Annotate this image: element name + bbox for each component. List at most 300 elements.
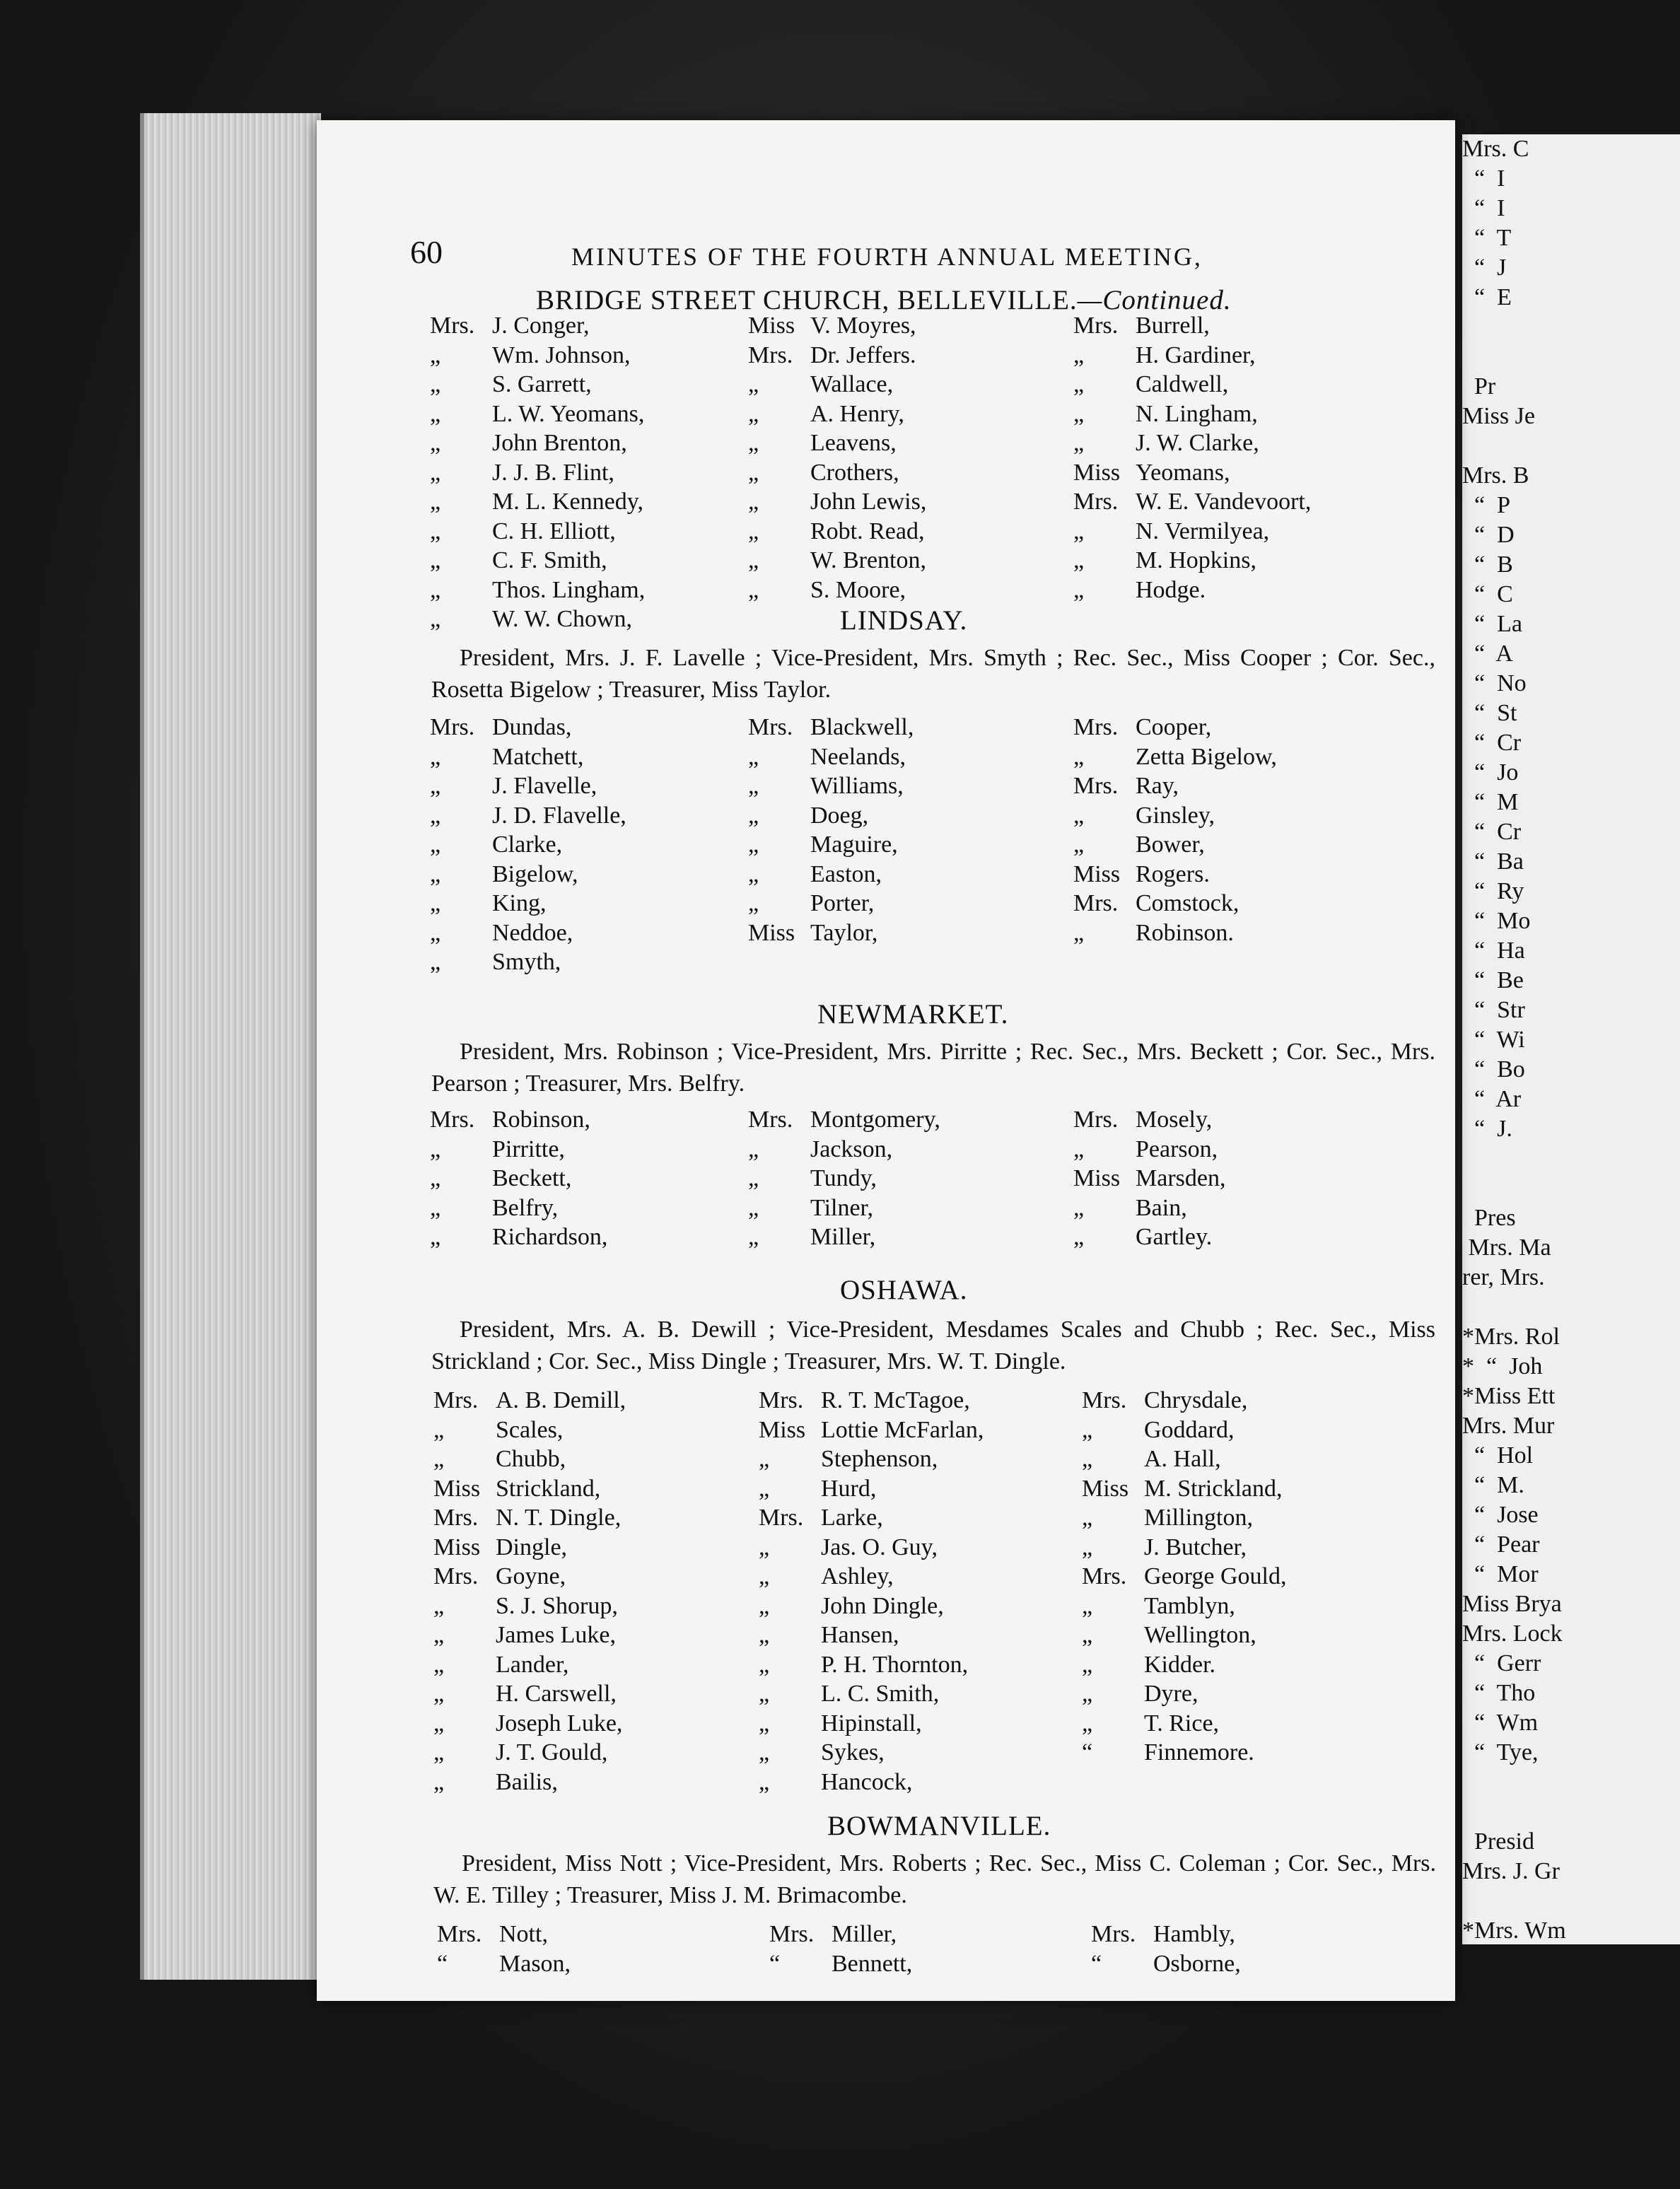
member-name: M. Hopkins, xyxy=(1136,547,1256,573)
member-title: „ xyxy=(1073,831,1085,858)
member-entry xyxy=(430,546,645,576)
member-name: J. Flavelle, xyxy=(492,773,597,799)
member-name: Porter, xyxy=(810,890,875,916)
member-name: Sykes, xyxy=(821,1739,885,1765)
member-entry xyxy=(748,341,926,370)
member-entry xyxy=(1073,801,1277,831)
member-title: „ xyxy=(433,1768,445,1795)
member-entry xyxy=(433,1738,626,1768)
member-entry xyxy=(433,1444,626,1474)
member-name: Miller, xyxy=(832,1921,897,1947)
member-title: „ xyxy=(430,802,441,829)
newmarket-column-2 xyxy=(748,1105,940,1252)
member-entry xyxy=(433,1621,626,1650)
bridge-street-column-1 xyxy=(430,311,645,634)
facing-page xyxy=(1462,134,1680,1944)
member-entry xyxy=(748,399,926,429)
member-name: S. J. Shorup, xyxy=(496,1592,618,1619)
member-title: „ xyxy=(748,576,759,603)
member-name: H. Carswell, xyxy=(496,1681,617,1707)
member-entry xyxy=(748,1164,940,1193)
member-entry xyxy=(759,1592,984,1621)
member-entry xyxy=(430,1105,607,1135)
member-name: Ray, xyxy=(1136,773,1179,799)
member-entry xyxy=(430,399,645,429)
member-title: „ xyxy=(748,489,759,515)
member-title: „ xyxy=(759,1563,770,1589)
member-entry xyxy=(1082,1444,1286,1474)
member-entry xyxy=(1073,517,1311,547)
member-name: Goddard, xyxy=(1144,1416,1235,1443)
member-entry xyxy=(430,576,645,605)
member-title: „ xyxy=(433,1622,445,1648)
member-entry xyxy=(1082,1679,1286,1709)
member-entry xyxy=(748,742,914,772)
member-name: Clarke, xyxy=(492,831,563,858)
member-entry xyxy=(759,1621,984,1650)
member-name: Bailis, xyxy=(496,1768,558,1795)
member-title: „ xyxy=(1082,1622,1093,1648)
member-entry xyxy=(1082,1415,1286,1445)
member-entry xyxy=(433,1679,626,1709)
member-name: Hodge. xyxy=(1136,576,1206,603)
member-entry xyxy=(1073,771,1277,801)
member-name: Miller, xyxy=(810,1224,876,1250)
member-title: „ xyxy=(1082,1446,1093,1472)
member-title: „ xyxy=(748,802,759,829)
member-name: W. W. Chown, xyxy=(492,606,633,632)
oshawa-column-2 xyxy=(759,1386,984,1797)
section-title-newmarket: NEWMARKET. xyxy=(817,999,1009,1029)
member-title: Mrs. xyxy=(748,714,793,740)
member-entry xyxy=(759,1768,984,1797)
member-title: „ xyxy=(748,1136,759,1162)
member-name: Lottie McFarlan, xyxy=(821,1416,984,1443)
member-entry xyxy=(759,1474,984,1504)
member-title: „ xyxy=(430,949,441,975)
member-name: Bower, xyxy=(1136,831,1205,858)
newmarket-officers: President, Mrs. Robinson ; Vice-President, Mrs. Pirritte ; Rec. Sec., Mrs. Beckett ; Cor. Sec., Mrs. Pearson ; Treasurer, Mrs. Belfry. xyxy=(431,1039,1435,1097)
member-name: P. H. Thornton, xyxy=(821,1651,969,1678)
member-entry xyxy=(1073,458,1311,488)
newmarket-column-3 xyxy=(1073,1105,1225,1252)
member-name: James Luke, xyxy=(496,1622,616,1648)
member-title: „ xyxy=(748,1224,759,1250)
member-entry xyxy=(430,370,645,399)
member-name: Kidder. xyxy=(1144,1651,1216,1678)
member-title: Mrs. xyxy=(1073,313,1119,339)
member-name: Taylor, xyxy=(810,919,878,946)
member-name: Doeg, xyxy=(810,802,869,829)
member-name: Matchett, xyxy=(492,743,584,770)
member-name: Strickland, xyxy=(496,1475,601,1502)
member-entry xyxy=(1082,1386,1286,1415)
member-title: „ xyxy=(748,430,759,456)
member-name: Thos. Lingham, xyxy=(492,576,646,603)
member-entry xyxy=(1082,1650,1286,1680)
member-name: J. Butcher, xyxy=(1144,1534,1247,1560)
member-title: „ xyxy=(748,890,759,916)
member-name: Gartley. xyxy=(1136,1224,1213,1250)
member-entry xyxy=(430,1193,607,1223)
member-name: Chrysdale, xyxy=(1144,1387,1248,1413)
member-title: Mrs. xyxy=(1091,1921,1136,1947)
member-name: Zetta Bigelow, xyxy=(1136,743,1277,770)
member-entry xyxy=(748,1193,940,1223)
member-entry xyxy=(748,546,926,576)
member-entry xyxy=(769,1920,912,1949)
member-name: A. B. Demill, xyxy=(496,1387,626,1413)
member-name: M. L. Kennedy, xyxy=(492,489,644,515)
member-name: V. Moyres, xyxy=(810,313,916,339)
member-entry xyxy=(430,428,645,458)
member-title: Mrs. xyxy=(437,1921,482,1947)
member-entry xyxy=(1073,1222,1225,1252)
oshawa-column-1 xyxy=(433,1386,626,1797)
member-entry xyxy=(433,1592,626,1621)
member-title: „ xyxy=(430,489,441,515)
member-name: Nott, xyxy=(499,1921,548,1947)
bowmanville-column-3 xyxy=(1091,1920,1241,1978)
member-title: Mrs. xyxy=(1073,489,1119,515)
member-title: „ xyxy=(759,1681,770,1707)
member-name: N. Lingham, xyxy=(1136,400,1258,427)
member-entry xyxy=(433,1562,626,1592)
member-entry xyxy=(759,1709,984,1739)
member-entry xyxy=(430,311,645,341)
member-title: „ xyxy=(759,1622,770,1648)
member-title: „ xyxy=(430,430,441,456)
member-title: Mrs. xyxy=(1073,890,1119,916)
member-entry xyxy=(430,889,626,918)
member-name: A. Henry, xyxy=(810,400,904,427)
member-name: Wellington, xyxy=(1144,1622,1256,1648)
member-title: Mrs. xyxy=(433,1505,479,1531)
member-title: „ xyxy=(748,371,759,397)
member-entry xyxy=(759,1503,984,1533)
member-name: Chubb, xyxy=(496,1446,566,1472)
member-name: Robinson. xyxy=(1136,919,1234,946)
member-entry xyxy=(1082,1503,1286,1533)
member-entry xyxy=(433,1386,626,1415)
member-name: W. E. Vandevoort, xyxy=(1136,489,1312,515)
member-title: Mrs. xyxy=(433,1387,479,1413)
member-entry xyxy=(1073,311,1311,341)
member-entry xyxy=(433,1768,626,1797)
page-number: 60 xyxy=(410,234,443,270)
member-name: Pearson, xyxy=(1136,1136,1218,1162)
member-name: Wm. Johnson, xyxy=(492,342,631,368)
member-entry xyxy=(430,771,626,801)
member-name: John Lewis, xyxy=(810,489,927,515)
member-title: Mrs. xyxy=(748,342,793,368)
section-title-oshawa: OSHAWA. xyxy=(840,1275,968,1305)
member-title: „ xyxy=(430,606,441,632)
member-entry xyxy=(748,918,914,948)
member-entry xyxy=(759,1533,984,1563)
member-title: „ xyxy=(1073,1194,1085,1221)
lindsay-column-3 xyxy=(1073,713,1277,947)
member-name: King, xyxy=(492,890,547,916)
member-title: Mrs. xyxy=(430,313,475,339)
member-entry xyxy=(748,576,926,605)
member-title: „ xyxy=(1082,1534,1093,1560)
member-name: R. T. McTagoe, xyxy=(821,1387,970,1413)
member-name: Dingle, xyxy=(496,1534,568,1560)
member-name: L. W. Yeomans, xyxy=(492,400,645,427)
member-title: „ xyxy=(430,1224,441,1250)
member-name: Pirritte, xyxy=(492,1136,565,1162)
member-title: Miss xyxy=(759,1416,806,1443)
member-title: „ xyxy=(1073,576,1085,603)
member-title: „ xyxy=(748,1165,759,1191)
member-title: „ xyxy=(1073,1224,1085,1250)
member-title: Miss xyxy=(1073,860,1121,887)
member-name: Smyth, xyxy=(492,949,561,975)
member-name: Scales, xyxy=(496,1416,564,1443)
member-title: „ xyxy=(430,371,441,397)
member-title: Mrs. xyxy=(433,1563,479,1589)
member-name: J. W. Clarke, xyxy=(1136,430,1259,456)
newmarket-column-1 xyxy=(430,1105,607,1252)
member-name: C. F. Smith, xyxy=(492,547,607,573)
member-entry xyxy=(748,1105,940,1135)
member-name: George Gould, xyxy=(1144,1563,1287,1589)
member-title: „ xyxy=(1073,400,1085,427)
oshawa-column-3 xyxy=(1082,1386,1286,1768)
lindsay-column-1 xyxy=(430,713,626,977)
member-entry xyxy=(1082,1738,1286,1768)
member-entry xyxy=(433,1415,626,1445)
member-entry xyxy=(1073,546,1311,576)
member-title: „ xyxy=(759,1651,770,1678)
member-title: „ xyxy=(433,1710,445,1736)
member-entry xyxy=(1073,918,1277,948)
member-title: „ xyxy=(748,1194,759,1221)
member-name: Richardson, xyxy=(492,1224,608,1250)
member-title: „ xyxy=(430,1136,441,1162)
member-title: „ xyxy=(759,1475,770,1502)
member-entry xyxy=(748,487,926,517)
book-page xyxy=(317,120,1455,2001)
member-entry xyxy=(1073,576,1311,605)
oshawa-officers: President, Mrs. A. B. Dewill ; Vice-President, Mesdames Scales and Chubb ; Rec. Sec., Miss Strickland ; Cor. Sec., Miss Dingle ; Treasurer, Mrs. W. T. Dingle. xyxy=(431,1317,1435,1374)
member-title: „ xyxy=(1073,802,1085,829)
member-name: Tamblyn, xyxy=(1144,1592,1235,1619)
member-entry xyxy=(430,1164,607,1193)
member-name: A. Hall, xyxy=(1144,1446,1221,1472)
member-name: Beckett, xyxy=(492,1165,572,1191)
member-title: „ xyxy=(748,831,759,858)
member-entry xyxy=(748,713,914,742)
member-title: „ xyxy=(433,1739,445,1765)
member-entry xyxy=(748,370,926,399)
member-entry xyxy=(1073,399,1311,429)
member-entry xyxy=(1082,1474,1286,1504)
facing-page-fragment: Mrs. C “ I “ I “ T “ J “ E Pr Miss Je Mrs. B “ P “ D “ B “ C “ La “ A “ No “ St “ Cr “ Jo “ M “ Cr “ Ba “ Ry “ Mo “ Ha “ Be “ Str “ Wi “ Bo “ Ar “ J. Pres Mrs. Ma rer, Mrs. *Mrs. Rol * “ Joh *Miss Ett Mrs. Mur “ Hol “ M. “ Jose “ Pear “ Mor Miss Brya Mrs. Lock “ Gerr “ Tho “ Wm “ Tye, Presid Mrs. J. Gr *Mrs. Wm xyxy=(1462,136,1566,1944)
member-name: Finnemore. xyxy=(1144,1739,1254,1765)
member-name: S. Garrett, xyxy=(492,371,592,397)
member-title: „ xyxy=(1073,371,1085,397)
member-entry xyxy=(1082,1592,1286,1621)
member-entry xyxy=(748,801,914,831)
member-entry xyxy=(759,1738,984,1768)
member-name: Joseph Luke, xyxy=(496,1710,623,1736)
member-title: „ xyxy=(759,1768,770,1795)
running-head: MINUTES OF THE FOURTH ANNUAL MEETING, xyxy=(571,243,1203,271)
member-entry xyxy=(1091,1920,1241,1949)
member-title: Mrs. xyxy=(1082,1387,1127,1413)
member-name: Millington, xyxy=(1144,1505,1253,1531)
member-title: „ xyxy=(430,773,441,799)
section-title-bowmanville: BOWMANVILLE. xyxy=(827,1811,1051,1841)
member-name: John Dingle, xyxy=(821,1592,944,1619)
member-name: J. T. Gould, xyxy=(496,1739,608,1765)
member-entry xyxy=(1073,370,1311,399)
member-name: J. Conger, xyxy=(492,313,590,339)
member-title: „ xyxy=(430,459,441,486)
member-name: Ginsley, xyxy=(1136,802,1215,829)
member-title: Mrs. xyxy=(1073,714,1119,740)
member-entry xyxy=(748,860,914,889)
member-title: „ xyxy=(759,1592,770,1619)
member-title: „ xyxy=(430,1165,441,1191)
bowmanville-officers: President, Miss Nott ; Vice-President, Mrs. Roberts ; Rec. Sec., Miss C. Coleman ; Cor. Sec., Mrs. W. E. Tilley ; Treasurer, Miss J. M. Brimacombe. xyxy=(433,1850,1436,1908)
member-name: Marsden, xyxy=(1136,1165,1226,1191)
member-name: Hurd, xyxy=(821,1475,877,1502)
member-title: „ xyxy=(430,400,441,427)
member-name: Yeomans, xyxy=(1136,459,1230,486)
member-title: “ xyxy=(1091,1950,1102,1977)
member-entry xyxy=(430,860,626,889)
member-name: Bigelow, xyxy=(492,860,578,887)
member-entry xyxy=(748,311,926,341)
member-name: Crothers, xyxy=(810,459,899,486)
member-title: „ xyxy=(433,1592,445,1619)
member-name: Hipinstall, xyxy=(821,1710,922,1736)
member-title: „ xyxy=(759,1446,770,1472)
member-name: Goyne, xyxy=(496,1563,566,1589)
lindsay-column-2 xyxy=(748,713,914,947)
member-name: Dr. Jeffers. xyxy=(810,342,916,368)
section-title-lindsay: LINDSAY. xyxy=(840,605,968,636)
member-entry xyxy=(433,1503,626,1533)
member-title: Miss xyxy=(433,1534,481,1560)
member-title: „ xyxy=(1082,1592,1093,1619)
member-entry xyxy=(759,1562,984,1592)
member-name: Larke, xyxy=(821,1505,883,1531)
member-name: Osborne, xyxy=(1153,1950,1241,1977)
member-title: “ xyxy=(1082,1739,1093,1765)
member-title: Miss xyxy=(1082,1475,1129,1502)
member-name: Comstock, xyxy=(1136,890,1239,916)
member-entry xyxy=(1073,428,1311,458)
member-title: „ xyxy=(430,743,441,770)
member-name: Neelands, xyxy=(810,743,906,770)
member-title: Mrs. xyxy=(1073,1107,1119,1133)
member-name: Bennett, xyxy=(832,1950,913,1977)
member-entry xyxy=(433,1650,626,1680)
member-name: M. Strickland, xyxy=(1144,1475,1283,1502)
member-name: Montgomery, xyxy=(810,1107,940,1133)
member-entry xyxy=(430,487,645,517)
member-entry xyxy=(430,341,645,370)
member-entry xyxy=(748,517,926,547)
member-title: „ xyxy=(748,773,759,799)
member-title: „ xyxy=(1082,1710,1093,1736)
member-name: Burrell, xyxy=(1136,313,1210,339)
member-title: „ xyxy=(759,1710,770,1736)
member-entry xyxy=(748,771,914,801)
member-entry xyxy=(1082,1533,1286,1563)
member-title: “ xyxy=(769,1950,781,1977)
member-title: Miss xyxy=(748,313,795,339)
member-name: Dundas, xyxy=(492,714,572,740)
member-name: Wallace, xyxy=(810,371,894,397)
member-name: Leavens, xyxy=(810,430,897,456)
member-entry xyxy=(437,1920,571,1949)
member-title: “ xyxy=(437,1950,448,1977)
member-name: Hambly, xyxy=(1153,1921,1235,1947)
member-name: Caldwell, xyxy=(1136,371,1229,397)
member-title: „ xyxy=(1073,743,1085,770)
member-entry xyxy=(437,1949,571,1979)
member-entry xyxy=(759,1386,984,1415)
member-title: „ xyxy=(1073,518,1085,544)
member-entry xyxy=(748,1222,940,1252)
member-title: „ xyxy=(759,1739,770,1765)
member-entry xyxy=(430,517,645,547)
member-name: N. T. Dingle, xyxy=(496,1505,622,1531)
member-name: T. Rice, xyxy=(1144,1710,1220,1736)
member-title: Miss xyxy=(433,1475,481,1502)
member-title: „ xyxy=(748,547,759,573)
member-entry xyxy=(1082,1621,1286,1650)
member-entry xyxy=(1073,830,1277,860)
member-entry xyxy=(430,801,626,831)
member-name: Hancock, xyxy=(821,1768,913,1795)
bridge-street-column-2 xyxy=(748,311,926,605)
member-title: Miss xyxy=(748,919,795,946)
member-title: „ xyxy=(430,518,441,544)
member-entry xyxy=(1073,860,1277,889)
member-title: „ xyxy=(1073,547,1085,573)
member-name: Robt. Read, xyxy=(810,518,925,544)
member-title: Mrs. xyxy=(748,1107,793,1133)
member-title: „ xyxy=(1073,1136,1085,1162)
member-title: „ xyxy=(430,919,441,946)
member-title: Mrs. xyxy=(430,714,475,740)
member-entry xyxy=(1073,1193,1225,1223)
member-name: Mosely, xyxy=(1136,1107,1213,1133)
member-name: Jackson, xyxy=(810,1136,893,1162)
member-entry xyxy=(748,428,926,458)
member-entry xyxy=(1073,341,1311,370)
member-entry xyxy=(430,605,645,634)
member-name: C. H. Elliott, xyxy=(492,518,616,544)
member-title: Mrs. xyxy=(430,1107,475,1133)
member-title: „ xyxy=(430,342,441,368)
member-entry xyxy=(433,1474,626,1504)
member-name: John Brenton, xyxy=(492,430,627,456)
member-name: Hansen, xyxy=(821,1622,899,1648)
member-entry xyxy=(430,713,626,742)
member-title: „ xyxy=(1082,1681,1093,1707)
member-title: Mrs. xyxy=(1082,1563,1127,1589)
member-name: Blackwell, xyxy=(810,714,914,740)
member-entry xyxy=(430,830,626,860)
member-name: H. Gardiner, xyxy=(1136,342,1256,368)
